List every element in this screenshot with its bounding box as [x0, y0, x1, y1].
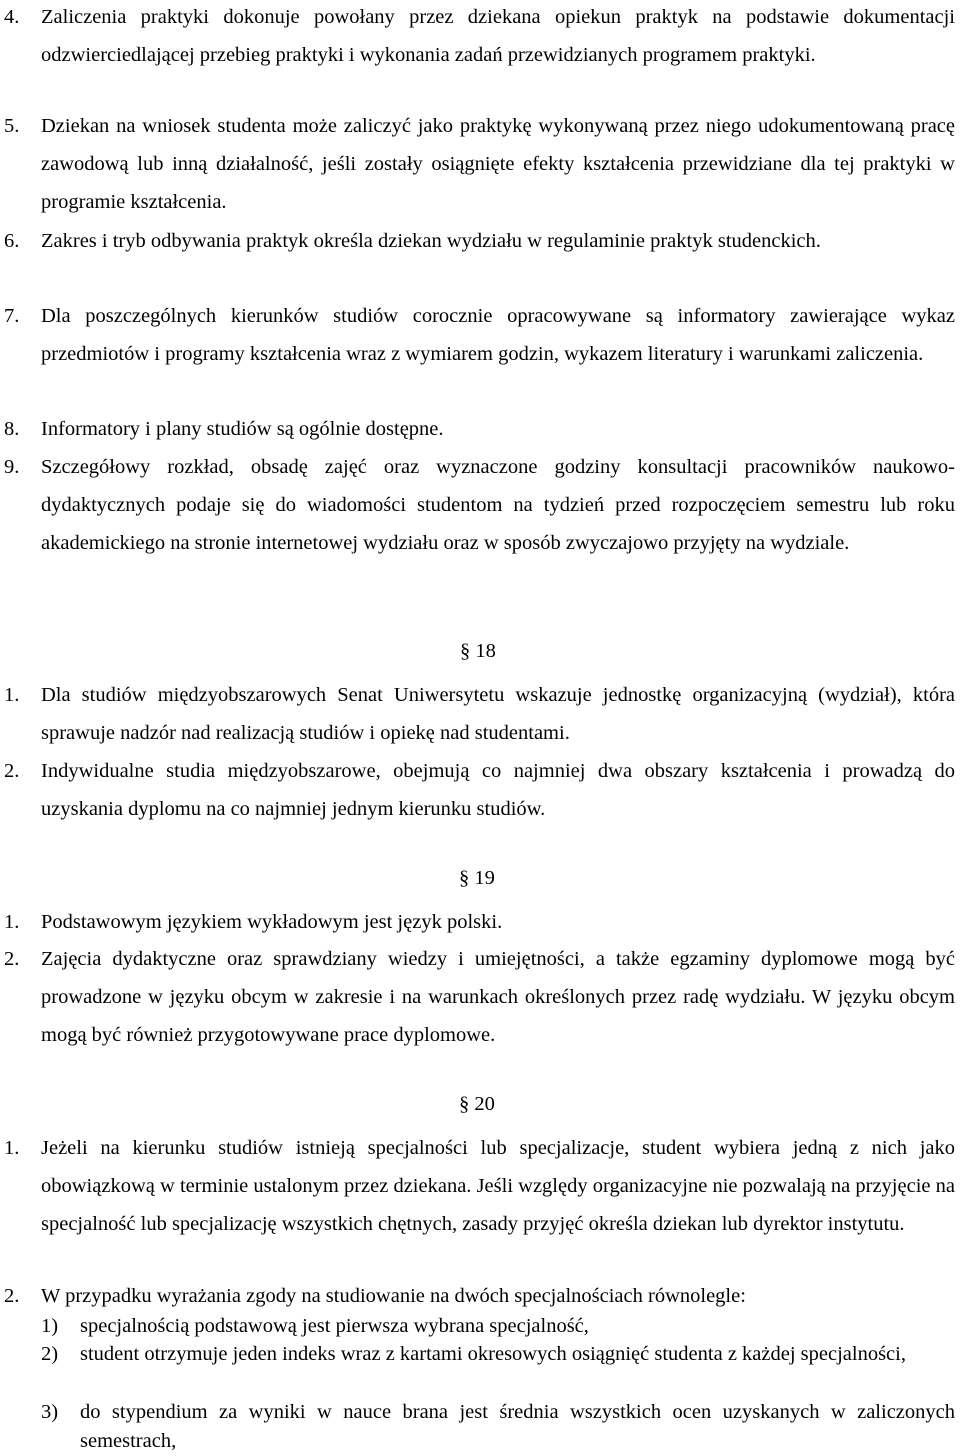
paragraph-text: W przypadku wyrażania zgody na studiowanie na dwóch specjalnościach równolegle: — [41, 1285, 746, 1307]
section-20-paragraph-2 — [4, 1282, 955, 1310]
paragraph-text: Dla poszczególnych kierunków studiów corocznie opracowywane są informatory zawierające wykaz przedmiotów i programy kształcenia wraz z wymiarem godzin, wykazem literatury i warunkami zaliczenia. — [41, 305, 955, 365]
paragraph-9 — [4, 448, 955, 562]
paragraph-number: 5. — [4, 115, 20, 137]
list-item-text: do stypendium za wyniki w nauce brana jest średnia wszystkich ocen uzyskanych w zaliczonych semestrach, — [80, 1401, 955, 1452]
paragraph-5 — [4, 107, 955, 221]
paragraph-text: Dziekan na wniosek studenta może zaliczyć jako praktykę wykonywaną przez niego udokumentowaną pracę zawodową lub inną działalność, jeśli zostały osiągnięte efekty kształcenia przewidziane dla tej praktyki w programie kształcenia. — [41, 115, 955, 213]
paragraph-text: Podstawowym językiem wykładowym jest język polski. — [41, 911, 503, 933]
paragraph-number: 2. — [4, 948, 20, 970]
paragraph-number: 8. — [4, 418, 20, 440]
paragraph-7 — [4, 297, 955, 373]
paragraph-number: 1. — [4, 1137, 20, 1159]
paragraph-4 — [4, 0, 955, 74]
paragraph-number: 2. — [4, 760, 20, 782]
paragraph-number: 7. — [4, 305, 20, 327]
paragraph-text: Zakres i tryb odbywania praktyk określa dziekan wydziału w regulaminie praktyk studenckich. — [41, 230, 821, 252]
section-heading-18: § 18 — [460, 640, 496, 662]
paragraph-number: 9. — [4, 456, 20, 478]
paragraph-number: 1. — [4, 684, 20, 706]
section-18-paragraph-1 — [4, 676, 955, 752]
section-20-paragraph-1 — [4, 1129, 955, 1243]
section-20-list-item-2 — [4, 1340, 955, 1369]
list-item-number: 3) — [41, 1401, 59, 1423]
paragraph-text: Zaliczenia praktyki dokonuje powołany przez dziekana opiekun praktyk na podstawie dokumentacji odzwierciedlającej przebieg praktyki i wykonania zadań przewidzianych programem praktyki. — [41, 6, 955, 66]
section-19-paragraph-1 — [4, 903, 955, 941]
paragraph-8 — [4, 410, 955, 448]
paragraph-text: Indywidualne studia międzyobszarowe, obejmują co najmniej dwa obszary kształcenia i prowadzą do uzyskania dyplomu na co najmniej jednym kierunku studiów. — [41, 760, 955, 820]
list-item-number: 1) — [41, 1315, 59, 1337]
section-20-list-item-3 — [4, 1398, 955, 1456]
section-heading-19: § 19 — [459, 867, 495, 889]
paragraph-text: Zajęcia dydaktyczne oraz sprawdziany wiedzy i umiejętności, a także egzaminy dyplomowe mogą być prowadzone w języku obcym w zakresie i na warunkach określonych przez radę wydziału. W języku obcym mogą być również przygotowywane prace dyplomowe. — [41, 948, 955, 1046]
paragraph-text: Dla studiów międzyobszarowych Senat Uniwersytetu wskazuje jednostkę organizacyjną (wydział), która sprawuje nadzór nad realizacją studiów i opiekę nad studentami. — [41, 684, 955, 744]
section-19-paragraph-2 — [4, 940, 955, 1054]
list-item-text: specjalnością podstawową jest pierwsza wybrana specjalność, — [80, 1315, 589, 1337]
section-18-paragraph-2 — [4, 752, 955, 828]
paragraph-number: 1. — [4, 911, 20, 933]
section-heading-20: § 20 — [459, 1093, 495, 1115]
paragraph-6 — [4, 222, 955, 260]
section-20-list-item-1 — [4, 1312, 955, 1340]
list-item-text: student otrzymuje jeden indeks wraz z kartami okresowych osiągnięć studenta z każdej specjalności, — [80, 1343, 906, 1365]
paragraph-text: Informatory i plany studiów są ogólnie dostępne. — [41, 418, 444, 440]
paragraph-number: 6. — [4, 230, 20, 252]
paragraph-text: Jeżeli na kierunku studiów istnieją specjalności lub specjalizacje, student wybiera jedną z nich jako obowiązkową w terminie ustalonym przez dziekana. Jeśli względy organizacyjne nie pozwalają na przyjęcie na specjalność lub specjalizację wszystkich chętnych, zasady przyjęć określa dziekan lub dyrektor instytutu. — [41, 1137, 955, 1235]
list-item-number: 2) — [41, 1343, 59, 1365]
paragraph-number: 2. — [4, 1285, 20, 1307]
paragraph-text: Szczegółowy rozkład, obsadę zajęć oraz wyznaczone godziny konsultacji pracowników naukowo-dydaktycznych podaje się do wiadomości studentom na tydzień przed rozpoczęciem semestru lub roku akademickiego na stronie internetowej wydziału oraz w sposób zwyczajowo przyjęty na wydziale. — [41, 456, 955, 554]
paragraph-number: 4. — [4, 6, 20, 28]
